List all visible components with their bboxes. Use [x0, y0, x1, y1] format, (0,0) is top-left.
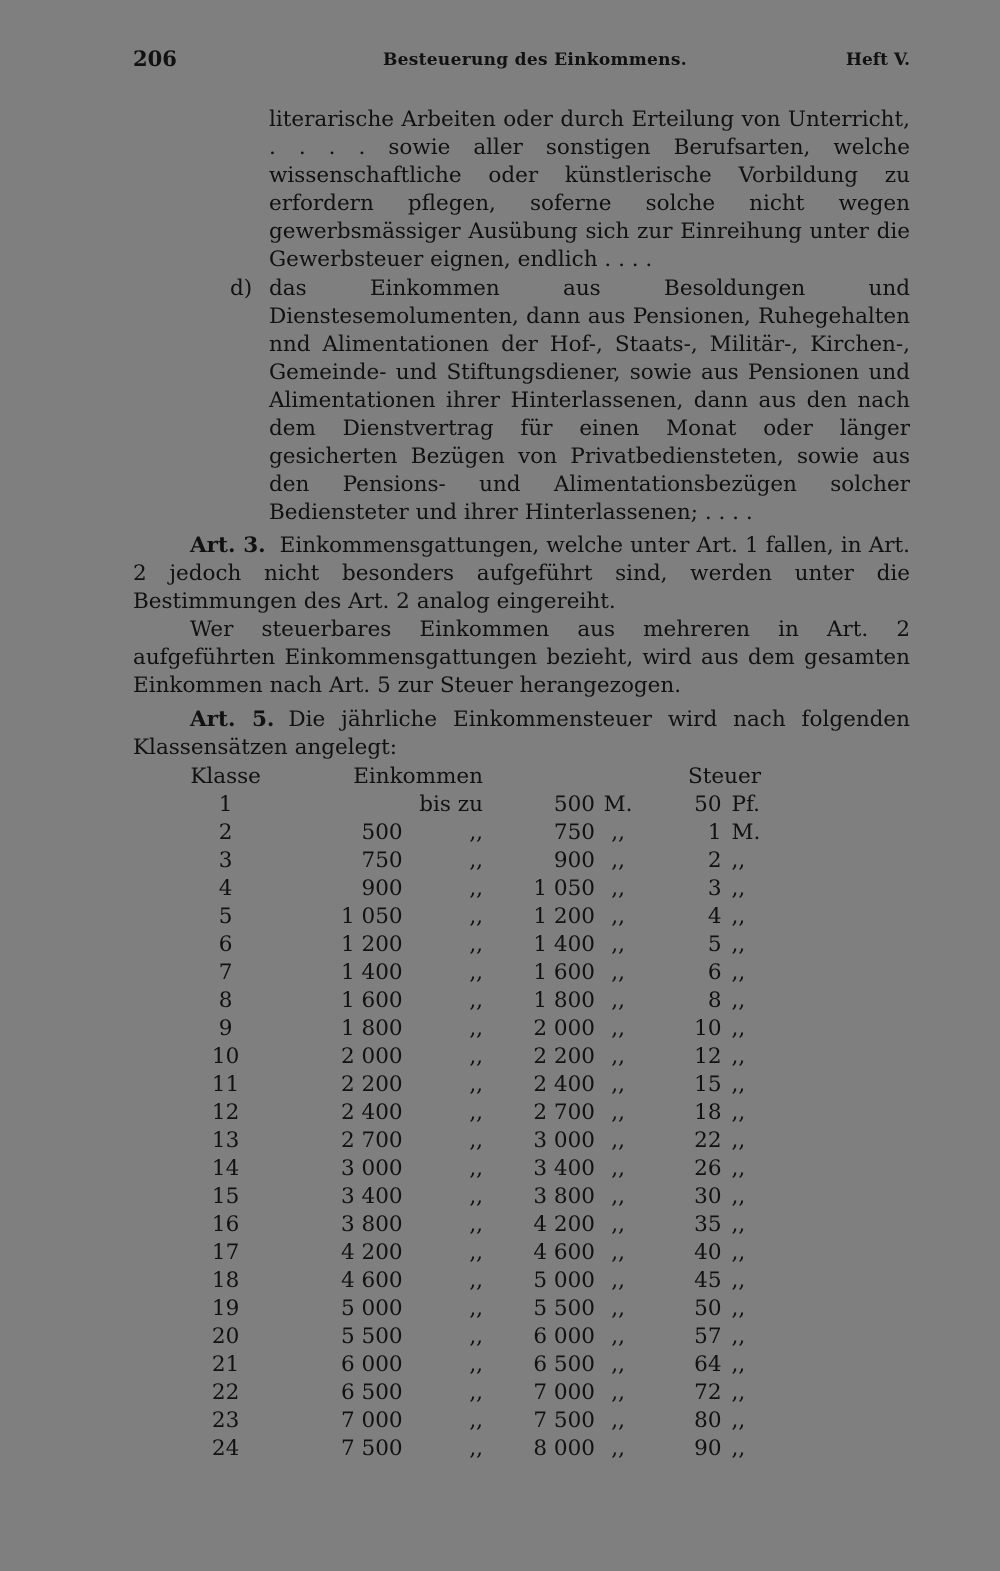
cell-steuer: 1	[707, 819, 722, 845]
cell-klasse: 16	[211, 1211, 240, 1237]
header-steuer: Steuer	[688, 763, 761, 789]
cell-steuer: 40	[694, 1239, 722, 1265]
cell-unit: ,,	[731, 931, 746, 957]
cell-steuer: 10	[694, 1015, 722, 1041]
table-row	[133, 1014, 773, 1042]
cell-bis-value: 6 000	[533, 1323, 595, 1349]
cell-unit: ,,	[731, 1015, 746, 1041]
cell-von: 1 050	[341, 903, 403, 929]
cell-currency: ,,	[611, 903, 625, 929]
table-row	[133, 1210, 773, 1238]
cell-bis-value: 2 000	[533, 1015, 595, 1041]
cell-unit: ,,	[731, 1351, 746, 1377]
cell-unit: ,,	[731, 1155, 746, 1181]
cell-bis-value: 1 600	[533, 959, 595, 985]
cell-bis-value: 2 400	[533, 1071, 595, 1097]
cell-bis: ,,	[469, 1211, 483, 1237]
cell-bis-value: 6 500	[533, 1351, 595, 1377]
page-number: 206	[133, 46, 177, 71]
cell-von: 2 400	[341, 1099, 403, 1125]
cell-steuer: 50	[694, 791, 722, 817]
cell-steuer: 4	[707, 903, 722, 929]
cell-bis-value: 900	[553, 847, 595, 873]
cell-unit: ,,	[731, 1099, 746, 1125]
cell-von: 5 500	[341, 1323, 403, 1349]
cell-bis-value: 5 000	[533, 1267, 595, 1293]
cell-bis-value: 3 800	[533, 1183, 595, 1209]
table-row	[133, 958, 773, 986]
cell-unit: ,,	[731, 987, 746, 1013]
cell-bis: bis zu	[419, 791, 483, 817]
cell-bis: ,,	[469, 931, 483, 957]
cell-steuer: 8	[707, 987, 722, 1013]
cell-von	[318, 790, 402, 818]
cell-unit: ,,	[731, 875, 746, 901]
cell-von: 750	[361, 847, 403, 873]
cell-bis-value: 500	[553, 791, 595, 817]
cell-bis-value: 3 000	[533, 1127, 595, 1153]
cell-currency: ,,	[611, 1211, 625, 1237]
cell-unit: ,,	[731, 1435, 746, 1461]
cell-currency: ,,	[611, 1379, 625, 1405]
table-row	[133, 1042, 773, 1070]
cell-bis: ,,	[469, 1071, 483, 1097]
cell-steuer: 57	[694, 1323, 722, 1349]
cell-klasse: 22	[211, 1379, 240, 1405]
table-row	[133, 1182, 773, 1210]
cell-currency: ,,	[611, 1435, 625, 1461]
cell-bis: ,,	[469, 1239, 483, 1265]
cell-von: 4 200	[341, 1239, 403, 1265]
cell-von: 2 000	[341, 1043, 403, 1069]
cell-bis-value: 750	[553, 819, 595, 845]
cell-von: 2 200	[341, 1071, 403, 1097]
cell-klasse: 10	[211, 1043, 240, 1069]
cell-currency: ,,	[611, 1407, 625, 1433]
cell-klasse: 4	[218, 875, 233, 901]
cell-klasse: 8	[218, 987, 233, 1013]
cell-bis: ,,	[469, 1155, 483, 1181]
cell-steuer: 3	[707, 875, 722, 901]
table-header-row	[133, 762, 773, 790]
table-row	[133, 874, 773, 902]
cell-currency: ,,	[611, 1323, 625, 1349]
article-3-label: Art. 3.	[190, 533, 266, 558]
cell-klasse: 15	[211, 1183, 240, 1209]
cell-currency: ,,	[611, 819, 625, 845]
table-row	[133, 1238, 773, 1266]
cell-von: 5 000	[341, 1295, 403, 1321]
cell-currency: ,,	[611, 959, 625, 985]
cell-von: 6 500	[341, 1379, 403, 1405]
running-title: Besteuerung des Einkommens.	[383, 50, 687, 70]
cell-von: 1 800	[341, 1015, 403, 1041]
cell-von: 3 400	[341, 1183, 403, 1209]
cell-currency: ,,	[611, 987, 625, 1013]
cell-steuer: 15	[694, 1071, 722, 1097]
table-row	[133, 1434, 773, 1462]
article-3-paragraph-2: Wer steuerbares Einkommen aus mehreren in Art. 2 aufgeführten Einkommensgattungen bezieht, wird aus dem gesamten Einkommen nach Art. 5 zur Steuer herangezogen.	[133, 617, 910, 698]
cell-bis-value: 3 400	[533, 1155, 595, 1181]
cell-von: 500	[361, 819, 403, 845]
cell-currency: ,,	[611, 1099, 625, 1125]
table-row	[133, 1350, 773, 1378]
cell-von: 2 700	[341, 1127, 403, 1153]
cell-bis-value: 7 500	[533, 1407, 595, 1433]
cell-klasse: 20	[211, 1323, 240, 1349]
cell-unit: ,,	[731, 1127, 746, 1153]
item-d-label: d)	[230, 276, 253, 301]
cell-bis: ,,	[469, 1323, 483, 1349]
cell-klasse: 9	[218, 1015, 233, 1041]
cell-steuer: 2	[707, 847, 722, 873]
cell-unit: ,,	[731, 847, 746, 873]
cell-unit: ,,	[731, 1323, 746, 1349]
cell-steuer: 80	[694, 1407, 722, 1433]
cell-bis-value: 1 200	[533, 903, 595, 929]
cell-klasse: 24	[211, 1435, 240, 1461]
table-row	[133, 902, 773, 930]
cell-klasse: 21	[211, 1351, 240, 1377]
cell-currency: ,,	[611, 931, 625, 957]
running-header	[133, 46, 910, 76]
cell-unit: ,,	[731, 959, 746, 985]
cell-bis: ,,	[469, 1435, 483, 1461]
cell-currency: ,,	[611, 1043, 625, 1069]
table-row	[133, 1154, 773, 1182]
cell-bis: ,,	[469, 903, 483, 929]
cell-von: 1 400	[341, 959, 403, 985]
cell-klasse: 13	[211, 1127, 240, 1153]
table-row	[133, 1378, 773, 1406]
cell-bis-value: 2 200	[533, 1043, 595, 1069]
cell-currency: ,,	[611, 1351, 625, 1377]
cell-bis: ,,	[469, 1015, 483, 1041]
cell-currency: ,,	[611, 1015, 625, 1041]
cell-steuer: 50	[694, 1295, 722, 1321]
cell-unit: ,,	[731, 1239, 746, 1265]
cell-bis-value: 7 000	[533, 1379, 595, 1405]
cell-steuer: 6	[707, 959, 722, 985]
cell-bis: ,,	[469, 987, 483, 1013]
cell-unit: ,,	[731, 1407, 746, 1433]
cell-currency: ,,	[611, 1183, 625, 1209]
cell-bis-value: 1 800	[533, 987, 595, 1013]
cell-klasse: 14	[211, 1155, 240, 1181]
cell-von: 3 800	[341, 1211, 403, 1237]
cell-unit: ,,	[731, 1295, 746, 1321]
cell-klasse: 23	[211, 1407, 240, 1433]
cell-unit: M.	[731, 819, 761, 845]
cell-von: 6 000	[341, 1351, 403, 1377]
cell-steuer: 35	[694, 1211, 722, 1237]
cell-unit: ,,	[731, 1211, 746, 1237]
cell-steuer: 45	[694, 1267, 722, 1293]
cell-klasse: 12	[211, 1099, 240, 1125]
cell-currency: ,,	[611, 1295, 625, 1321]
cell-klasse: 17	[211, 1239, 240, 1265]
cell-bis: ,,	[469, 1127, 483, 1153]
table-row	[133, 790, 773, 818]
item-d	[230, 275, 910, 527]
item-d-text: das Einkommen aus Besoldungen und Dienstesemolumenten, dann aus Pensionen, Ruhegehalten nnd Alimentationen der Hof-, Staats-, Militär-, Kirchen-, Gemeinde- und Stiftungsdiener, sowie aus Pensionen und Alimentationen ihrer Hinterlassenen, dann aus den nach dem Dienstvertrag für einen Monat oder länger gesicherten Bezügen von Privatbediensteten, sowie aus den Pensions- und Alimentationsbezügen solcher Bediensteter und ihrer Hinterlassenen; . . . .	[269, 276, 910, 525]
cell-bis-value: 5 500	[533, 1295, 595, 1321]
table-row	[133, 1070, 773, 1098]
cell-bis-value: 8 000	[533, 1435, 595, 1461]
table-row	[133, 1266, 773, 1294]
cell-currency: ,,	[611, 1267, 625, 1293]
cell-steuer: 90	[694, 1435, 722, 1461]
cell-steuer: 12	[694, 1043, 722, 1069]
cell-currency: ,,	[611, 847, 625, 873]
cell-bis-value: 4 200	[533, 1211, 595, 1237]
cell-von: 7 500	[341, 1435, 403, 1461]
article-5-paragraph	[133, 706, 910, 762]
article-5-text: Die jährliche Einkommensteuer wird nach folgenden Klassensätzen angelegt:	[133, 707, 911, 760]
item-c-continuation: literarische Arbeiten oder durch Erteilung von Unterricht, . . . . sowie aller sonstigen Berufsarten, welche wissenschaftliche oder künstlerische Vorbildung zu erfordern pflegen, soferne solche nicht wegen gewerbsmässiger Ausübung sich zur Einreihung unter die Gewerbsteuer eignen, endlich . . . .	[269, 107, 910, 272]
table-row	[133, 818, 773, 846]
issue-label: Heft V.	[845, 50, 910, 70]
cell-klasse: 3	[218, 847, 233, 873]
cell-steuer: 72	[694, 1379, 722, 1405]
cell-von: 7 000	[341, 1407, 403, 1433]
cell-bis: ,,	[469, 875, 483, 901]
cell-bis: ,,	[469, 959, 483, 985]
cell-unit: ,,	[731, 1183, 746, 1209]
cell-klasse: 1	[218, 791, 233, 817]
cell-bis-value: 1 050	[533, 875, 595, 901]
header-klasse: Klasse	[190, 763, 261, 789]
cell-von: 3 000	[341, 1155, 403, 1181]
table-row	[133, 930, 773, 958]
article-5-label: Art. 5.	[190, 707, 275, 732]
cell-klasse: 2	[218, 819, 233, 845]
table-body	[133, 790, 773, 1462]
article-3	[133, 532, 910, 700]
cell-unit: ,,	[731, 1043, 746, 1069]
table-row	[133, 1322, 773, 1350]
cell-klasse: 19	[211, 1295, 240, 1321]
cell-unit: ,,	[731, 1267, 746, 1293]
table-row	[133, 846, 773, 874]
table-row	[133, 1294, 773, 1322]
cell-bis: ,,	[469, 1267, 483, 1293]
cell-klasse: 7	[218, 959, 233, 985]
cell-bis: ,,	[469, 1351, 483, 1377]
cell-currency: M.	[603, 791, 633, 817]
cell-von: 1 200	[341, 931, 403, 957]
cell-klasse: 6	[218, 931, 233, 957]
cell-steuer: 5	[707, 931, 722, 957]
cell-unit: Pf.	[731, 791, 760, 817]
header-einkommen: Einkommen	[353, 763, 483, 789]
cell-steuer: 64	[694, 1351, 722, 1377]
cell-currency: ,,	[611, 1127, 625, 1153]
cell-unit: ,,	[731, 1071, 746, 1097]
cell-steuer: 26	[694, 1155, 722, 1181]
table-row	[133, 1406, 773, 1434]
table-row	[133, 1098, 773, 1126]
cell-klasse: 18	[211, 1267, 240, 1293]
cell-unit: ,,	[731, 903, 746, 929]
cell-bis: ,,	[469, 1379, 483, 1405]
cell-von: 900	[361, 875, 403, 901]
table-row	[133, 986, 773, 1014]
cell-klasse: 11	[211, 1071, 240, 1097]
tax-rate-table	[133, 762, 773, 1462]
cell-bis: ,,	[469, 847, 483, 873]
cell-steuer: 30	[694, 1183, 722, 1209]
cell-bis-value: 2 700	[533, 1099, 595, 1125]
cell-currency: ,,	[611, 1155, 625, 1181]
table-row	[133, 1126, 773, 1154]
cell-bis: ,,	[469, 1407, 483, 1433]
cell-klasse: 5	[218, 903, 233, 929]
cell-currency: ,,	[611, 875, 625, 901]
cell-bis: ,,	[469, 1099, 483, 1125]
cell-unit: ,,	[731, 1379, 746, 1405]
cell-steuer: 18	[694, 1099, 722, 1125]
cell-bis: ,,	[469, 1183, 483, 1209]
cell-bis: ,,	[469, 1043, 483, 1069]
cell-bis: ,,	[469, 1295, 483, 1321]
cell-currency: ,,	[611, 1071, 625, 1097]
cell-bis: ,,	[469, 819, 483, 845]
cell-steuer: 22	[694, 1127, 722, 1153]
cell-bis-value: 4 600	[533, 1239, 595, 1265]
cell-bis-value: 1 400	[533, 931, 595, 957]
cell-von: 4 600	[341, 1267, 403, 1293]
article-3-text: Einkommensgattungen, welche unter Art. 1 fallen, in Art. 2 jedoch nicht besonders aufgeführt sind, werden unter die Bestimmungen des Art. 2 analog eingereiht.	[133, 533, 911, 614]
article-3-paragraph	[133, 532, 910, 616]
cell-von: 1 600	[341, 987, 403, 1013]
cell-currency: ,,	[611, 1239, 625, 1265]
article-5	[133, 706, 910, 762]
